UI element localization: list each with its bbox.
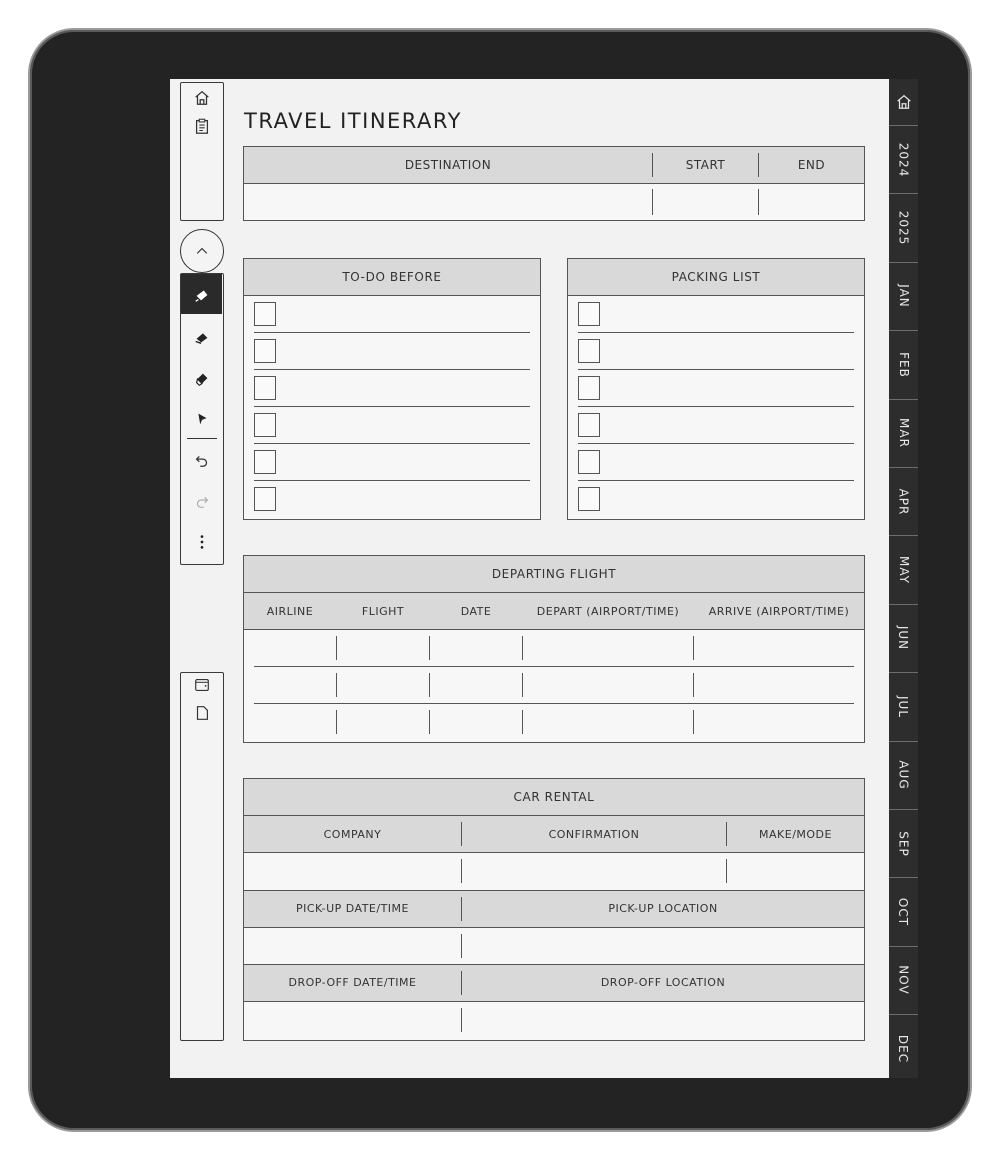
packing-title: PACKING LIST [568,259,864,296]
flight-header: FLIGHT [361,604,405,618]
tab-label: AUG [896,760,911,790]
todo-table [243,258,541,520]
todo-item-input[interactable] [280,407,530,443]
todo-checkbox[interactable] [254,450,276,474]
packing-checkbox[interactable] [578,376,600,400]
marker-icon[interactable] [191,408,213,430]
dropoff-location-input[interactable] [462,1002,863,1039]
tab-home[interactable] [889,79,918,126]
company-input[interactable] [244,853,460,889]
make-model-header: MAKE/MODE [759,827,832,841]
tools-panel [180,273,224,565]
end-header: END [797,158,826,172]
col-divider [652,153,653,177]
make-model-input[interactable] [727,853,863,889]
screen [170,79,918,1078]
flight-input-cell[interactable] [694,630,863,666]
confirmation-header: CONFIRMATION [548,827,640,841]
tab-label: 2024 [896,142,911,177]
tab-label: NOV [896,965,911,996]
tab-sep[interactable] [889,810,918,878]
month-tabs [889,79,918,1078]
col-divider [726,822,727,846]
todo-item-input[interactable] [280,296,530,332]
tab-label: JUL [896,695,911,718]
wallet-icon[interactable] [191,674,213,696]
flight-input-cell[interactable] [430,704,521,740]
packing-checkbox[interactable] [578,450,600,474]
pickup-location-header: PICK-UP LOCATION [608,902,718,915]
pen-icon[interactable] [191,284,213,306]
collapse-toolbar-button[interactable] [180,229,224,273]
pickup-date-header: PICK-UP DATE/TIME [296,902,409,915]
end-input[interactable] [759,184,863,220]
car-table [243,778,865,1041]
home-icon [895,93,913,111]
destination-input[interactable] [244,184,651,220]
highlighter-icon[interactable] [191,326,213,348]
flight-input-cell[interactable] [694,704,863,740]
tab-label: DEC [896,1034,911,1063]
redo-icon[interactable] [191,490,213,512]
tab-feb[interactable] [889,331,918,399]
airline-header: AIRLINE [266,604,314,618]
page-icon[interactable] [191,702,213,724]
tab-apr[interactable] [889,468,918,536]
flight-input-cell[interactable] [337,630,428,666]
todo-title: TO-DO BEFORE [244,259,540,296]
confirmation-input[interactable] [462,853,725,889]
flight-input-cell[interactable] [244,667,335,703]
car-title: CAR RENTAL [244,779,864,816]
flight-table [243,555,865,743]
todo-item-input[interactable] [280,481,530,517]
packing-item-input[interactable] [604,481,854,517]
tab-mar[interactable] [889,400,918,468]
packing-item-input[interactable] [604,444,854,480]
todo-item-input[interactable] [280,333,530,369]
tab-label: JAN [896,284,911,309]
tab-label: OCT [896,898,911,927]
tab-aug[interactable] [889,742,918,810]
packing-checkbox[interactable] [578,487,600,511]
undo-icon[interactable] [191,449,213,471]
start-input[interactable] [653,184,757,220]
col-divider [461,897,462,921]
dropoff-date-header: DROP-OFF DATE/TIME [288,976,417,989]
tab-jul[interactable] [889,673,918,741]
arrive-header: ARRIVE (AIRPORT/TIME) [708,604,850,618]
tab-label: JUN [896,626,911,651]
packing-checkbox[interactable] [578,339,600,363]
col-divider [461,822,462,846]
tab-may[interactable] [889,536,918,604]
flight-input-cell[interactable] [694,667,863,703]
tab-2024[interactable] [889,126,918,194]
home-icon[interactable] [191,87,213,109]
flight-input-cell[interactable] [337,667,428,703]
flight-title: DEPARTING FLIGHT [244,556,864,593]
tab-label: MAY [896,556,911,585]
flight-input-cell[interactable] [244,704,335,740]
packing-checkbox[interactable] [578,413,600,437]
bottom-nav-panel [180,672,224,1041]
todo-checkbox[interactable] [254,339,276,363]
page-title: TRAVEL ITINERARY [244,109,462,133]
col-divider [461,971,462,995]
packing-item-input[interactable] [604,370,854,406]
tab-dec[interactable] [889,1015,918,1078]
top-nav-panel [180,82,224,221]
destination-header: DESTINATION [404,158,492,172]
depart-header: DEPART (AIRPORT/TIME) [536,604,680,618]
packing-item-input[interactable] [604,333,854,369]
tab-oct[interactable] [889,878,918,946]
flight-input-cell[interactable] [430,667,521,703]
todo-checkbox[interactable] [254,376,276,400]
tab-label: 2025 [896,210,911,246]
todo-item-input[interactable] [280,444,530,480]
flight-input-cell[interactable] [523,704,692,740]
tab-label: MAR [896,418,911,449]
pickup-date-input[interactable] [244,928,460,964]
packing-checkbox[interactable] [578,302,600,326]
todo-checkbox[interactable] [254,413,276,437]
trip-table [243,146,865,221]
tab-label: SEP [896,830,911,857]
date-header: DATE [460,604,492,618]
todo-item-input[interactable] [280,370,530,406]
todo-checkbox[interactable] [254,487,276,511]
tab-2025[interactable] [889,194,918,262]
flight-input-cell[interactable] [523,630,692,666]
tab-label: APR [896,488,911,516]
packing-table [567,258,865,520]
tools-divider [187,438,217,439]
more-icon[interactable] [191,531,213,553]
tab-label: FEB [896,352,911,378]
dropoff-location-header: DROP-OFF LOCATION [600,976,726,989]
flight-input-cell[interactable] [523,667,692,703]
clipboard-icon[interactable] [191,115,213,137]
col-divider [758,153,759,177]
flight-input-cell[interactable] [430,630,521,666]
pickup-location-input[interactable] [462,928,863,964]
dropoff-date-input[interactable] [244,1002,460,1039]
tab-jun[interactable] [889,605,918,673]
packing-item-input[interactable] [604,407,854,443]
flight-input-cell[interactable] [244,630,335,666]
packing-item-input[interactable] [604,296,854,332]
eraser-icon[interactable] [191,368,213,390]
tab-jan[interactable] [889,263,918,331]
start-header: START [685,158,726,172]
company-header: COMPANY [323,827,382,841]
chevron-up-icon [194,243,210,259]
todo-checkbox[interactable] [254,302,276,326]
tab-nov[interactable] [889,947,918,1015]
flight-input-cell[interactable] [337,704,428,740]
